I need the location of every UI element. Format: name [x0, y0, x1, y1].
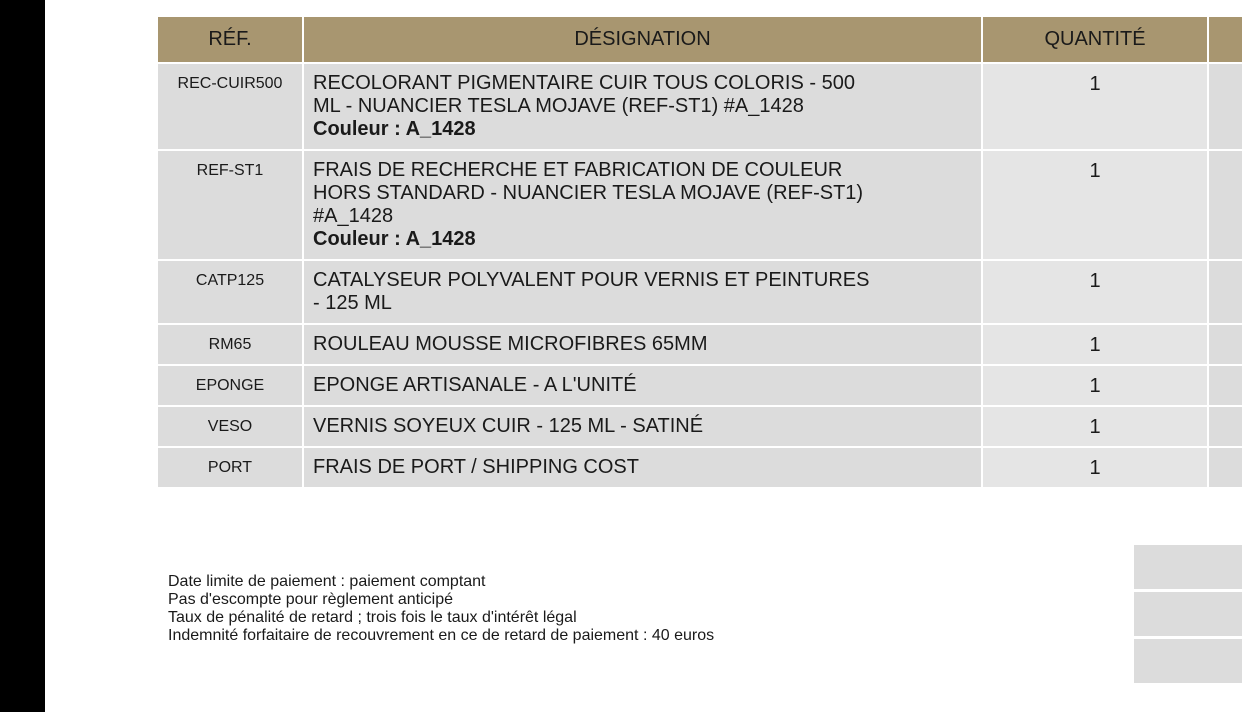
cell-quantity: 1	[982, 324, 1208, 365]
cell-ref: VESO	[158, 406, 303, 447]
designation-line: ML - NUANCIER TESLA MOJAVE (REF-ST1) #A_1428	[313, 95, 804, 117]
table-row	[158, 63, 1242, 150]
cell-designation	[303, 260, 982, 324]
totals-box	[1134, 639, 1242, 683]
table-row	[158, 406, 1242, 447]
header-designation: DÉSIGNATION	[303, 17, 982, 63]
cell-next-column	[1208, 63, 1242, 150]
designation-line: FRAIS DE RECHERCHE ET FABRICATION DE COULEUR	[313, 159, 843, 181]
table-row	[158, 365, 1242, 406]
cell-quantity: 1	[982, 406, 1208, 447]
cell-quantity: 1	[982, 150, 1208, 260]
cell-quantity: 1	[982, 63, 1208, 150]
cell-ref: CATP125	[158, 260, 303, 324]
cell-ref: RM65	[158, 324, 303, 365]
cell-quantity: 1	[982, 447, 1208, 487]
terms-line: Date limite de paiement : paiement comptant	[168, 573, 486, 590]
cell-next-column	[1208, 260, 1242, 324]
cell-quantity: 1	[982, 260, 1208, 324]
cell-quantity: 1	[982, 365, 1208, 406]
cell-designation	[303, 406, 982, 447]
designation-line: ROULEAU MOUSSE MICROFIBRES 65MM	[313, 333, 708, 355]
table-header-row	[158, 17, 1242, 63]
terms-line: Pas d'escompte pour règlement anticipé	[168, 591, 453, 608]
cell-designation	[303, 324, 982, 365]
designation-line: EPONGE ARTISANALE - A L'UNITÉ	[313, 374, 637, 396]
cell-designation	[303, 447, 982, 487]
table-row	[158, 324, 1242, 365]
designation-line: CATALYSEUR POLYVALENT POUR VERNIS ET PEINTURES	[313, 269, 870, 291]
color-spec: Couleur : A_1428	[313, 228, 476, 250]
designation-line: VERNIS SOYEUX CUIR - 125 ML - SATINÉ	[313, 415, 704, 437]
cell-next-column	[1208, 365, 1242, 406]
cell-designation	[303, 365, 982, 406]
designation-line: HORS STANDARD - NUANCIER TESLA MOJAVE (REF-ST1)	[313, 182, 864, 204]
cell-ref: PORT	[158, 447, 303, 487]
totals-box	[1134, 545, 1242, 589]
totals-box	[1134, 592, 1242, 636]
cell-next-column	[1208, 324, 1242, 365]
cell-designation	[303, 150, 982, 260]
terms-line: Taux de pénalité de retard ; trois fois le taux d'intérêt légal	[168, 609, 577, 626]
cell-next-column	[1208, 447, 1242, 487]
designation-line: - 125 ML	[313, 292, 392, 314]
table-row	[158, 260, 1242, 324]
table-row	[158, 150, 1242, 260]
cell-ref: REC-CUIR500	[158, 63, 303, 150]
cell-ref: REF-ST1	[158, 150, 303, 260]
designation-line: RECOLORANT PIGMENTAIRE CUIR TOUS COLORIS - 500	[313, 72, 855, 94]
header-ref: RÉF.	[158, 17, 303, 63]
designation-line: FRAIS DE PORT / SHIPPING COST	[313, 456, 639, 478]
table-row	[158, 447, 1242, 487]
payment-terms	[168, 573, 714, 645]
cell-ref: EPONGE	[158, 365, 303, 406]
invoice-lines-table	[158, 17, 1242, 487]
designation-line: #A_1428	[313, 205, 394, 227]
left-margin-bar	[0, 0, 45, 712]
cell-next-column	[1208, 406, 1242, 447]
cell-next-column	[1208, 150, 1242, 260]
header-quantity: QUANTITÉ	[982, 17, 1208, 63]
terms-line: Indemnité forfaitaire de recouvrement en ce de retard de paiement : 40 euros	[168, 627, 715, 644]
cell-designation	[303, 63, 982, 150]
header-next-column	[1208, 17, 1242, 63]
color-spec: Couleur : A_1428	[313, 118, 476, 140]
